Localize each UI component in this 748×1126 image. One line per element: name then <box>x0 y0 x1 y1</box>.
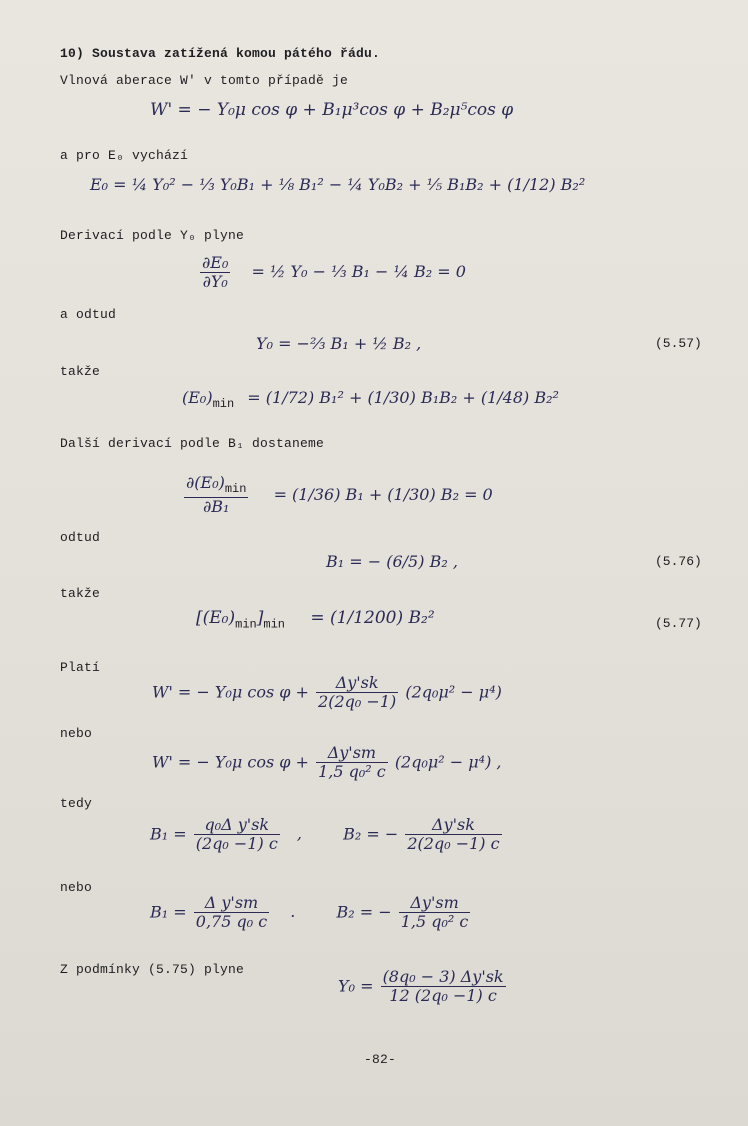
fraction-numerator: Δ y'sm <box>194 894 269 913</box>
equation-derivative-y0 <box>198 254 466 292</box>
equation-bracket-min <box>196 608 435 631</box>
eq-bracket-close: ] <box>256 608 264 628</box>
equation-number: (5.57) <box>655 336 702 351</box>
numerator-text: ∂(E₀) <box>186 473 225 492</box>
equation-wave-aberration <box>150 100 513 120</box>
fraction-denominator: 0,75 q₀ c <box>195 912 268 932</box>
fraction-numerator: (8q₀ − 3) Δy'sk <box>382 967 504 986</box>
text-takze: takže <box>60 364 101 379</box>
fraction-numerator: q₀Δ y'sk <box>194 816 280 835</box>
numerator-sub: min <box>224 482 247 497</box>
eq-emin-sub: min <box>212 397 235 412</box>
fraction-numerator: Δy'sm <box>316 744 388 763</box>
equation-b1 <box>326 552 458 571</box>
fraction-numerator: Δy'sk <box>316 674 398 693</box>
text-podminka: Z podmínky (5.75) plyne <box>60 962 245 977</box>
equation-e0 <box>90 175 585 194</box>
eq-emin-rhs: = (1/72) B₁² + (1/30) B₁B₂ + (1/48) B₂² <box>247 388 559 407</box>
text-next-derivation: Další derivací podle B₁ dostaneme <box>60 436 325 451</box>
eq-e0-body: ¼ Y₀² − ⅓ Y₀B₁ + ⅛ B₁² − ¼ Y₀B₂ + ⅕ B₁B₂ + (1/12) B₂² <box>131 175 586 194</box>
fraction-numerator <box>184 474 248 498</box>
fraction-denominator: 12 (2q₀ −1) c <box>389 986 497 1006</box>
equation-y0 <box>256 334 421 353</box>
fraction <box>194 894 269 932</box>
equation-w-sm <box>152 744 502 782</box>
eq-nebo-b1: B₁ = <box>150 902 187 922</box>
equation-number: (5.76) <box>655 554 702 569</box>
fraction <box>399 894 471 932</box>
fraction-denominator: 2(2q₀ −1) c <box>407 834 500 854</box>
fraction-numerator: ∂E₀ <box>202 253 229 272</box>
eq-final-lhs: Y₀ = <box>338 976 374 996</box>
equation-y0-final <box>338 968 508 1006</box>
eq-w2-rhs: (2q₀μ² − μ⁴) <box>405 682 502 702</box>
eq-bracket-outer-sub: min <box>263 617 285 632</box>
fraction <box>405 816 501 854</box>
fraction-numerator: Δy'sm <box>399 894 471 913</box>
eq-e0-lhs: E₀ = <box>90 175 127 194</box>
equation-number: (5.77) <box>655 616 702 631</box>
text-e0: a pro E₀ vychází <box>60 148 189 163</box>
text-nebo-2: nebo <box>60 880 93 895</box>
eq-w3-rhs: (2q₀μ² − μ⁴) , <box>394 752 502 772</box>
text-odtud-2: odtud <box>60 530 101 545</box>
fraction-denominator: ∂Y₀ <box>202 272 228 292</box>
eq-w-term2: + B₁μ³cos φ <box>302 100 406 120</box>
fraction-denominator: 1,5 q₀² c <box>400 912 469 932</box>
partial-fraction <box>200 254 230 292</box>
text-derivation: Derivací podle Y₀ plyne <box>60 228 245 243</box>
separator: . <box>290 902 296 922</box>
intro-text: Vlnová aberace W' v tomto případě je <box>60 73 349 88</box>
equation-b1-b2-sm <box>150 894 472 932</box>
eq-nebo-b2: B₂ = − <box>336 902 392 922</box>
section-heading: 10) Soustava zatížená komou pátého řádu. <box>60 46 381 61</box>
text-takze-2: takže <box>60 586 101 601</box>
eq-deriv2-rhs: = (1/36) B₁ + (1/30) B₂ = 0 <box>273 484 493 504</box>
text-nebo: nebo <box>60 726 93 741</box>
eq-w2-lhs: W' = − Y₀μ cos φ + <box>152 682 309 702</box>
eq-emin-lhs: (E₀) <box>182 388 213 407</box>
fraction-denominator: (2q₀ −1) c <box>195 834 278 854</box>
eq-b1-body: B₁ = − (6/5) B₂ , <box>326 552 458 571</box>
partial-fraction <box>184 474 248 516</box>
text-tedy: tedy <box>60 796 93 811</box>
text-odtud: a odtud <box>60 307 117 322</box>
eq-y0-body: Y₀ = −⅔ B₁ + ½ B₂ , <box>256 334 422 353</box>
eq-tedy-b2: B₂ = − <box>343 824 399 844</box>
eq-bracket-inner: [(E₀) <box>196 608 236 628</box>
eq-w3-lhs: W' = − Y₀μ cos φ + <box>152 752 309 772</box>
fraction <box>194 816 280 854</box>
fraction <box>381 968 506 1006</box>
text-plati: Platí <box>60 660 101 675</box>
eq-deriv-rhs: = ½ Y₀ − ⅓ B₁ − ¼ B₂ = 0 <box>251 262 466 282</box>
page-number: -82- <box>364 1052 397 1067</box>
fraction-numerator: Δy'sk <box>405 816 501 835</box>
eq-w-term1: − Y₀μ cos φ <box>197 100 298 120</box>
eq-w-lhs: W' = <box>150 100 192 120</box>
fraction <box>316 744 388 782</box>
fraction-denominator: 1,5 q₀² c <box>318 762 386 782</box>
fraction-denominator: ∂B₁ <box>203 496 230 516</box>
separator: , <box>296 824 302 844</box>
fraction <box>316 674 398 712</box>
fraction-denominator: 2(2q₀ −1) <box>318 692 397 712</box>
equation-b1-b2-sk <box>150 816 504 854</box>
eq-bracket-inner-sub: min <box>235 617 257 632</box>
equation-derivative-b1 <box>182 474 493 516</box>
eq-tedy-b1: B₁ = <box>150 824 187 844</box>
eq-bracket-rhs: = (1/1200) B₂² <box>310 608 435 628</box>
equation-e0-min <box>182 388 559 411</box>
equation-w-sk <box>152 674 502 712</box>
eq-w-term3: + B₂μ⁵cos φ <box>410 100 514 120</box>
